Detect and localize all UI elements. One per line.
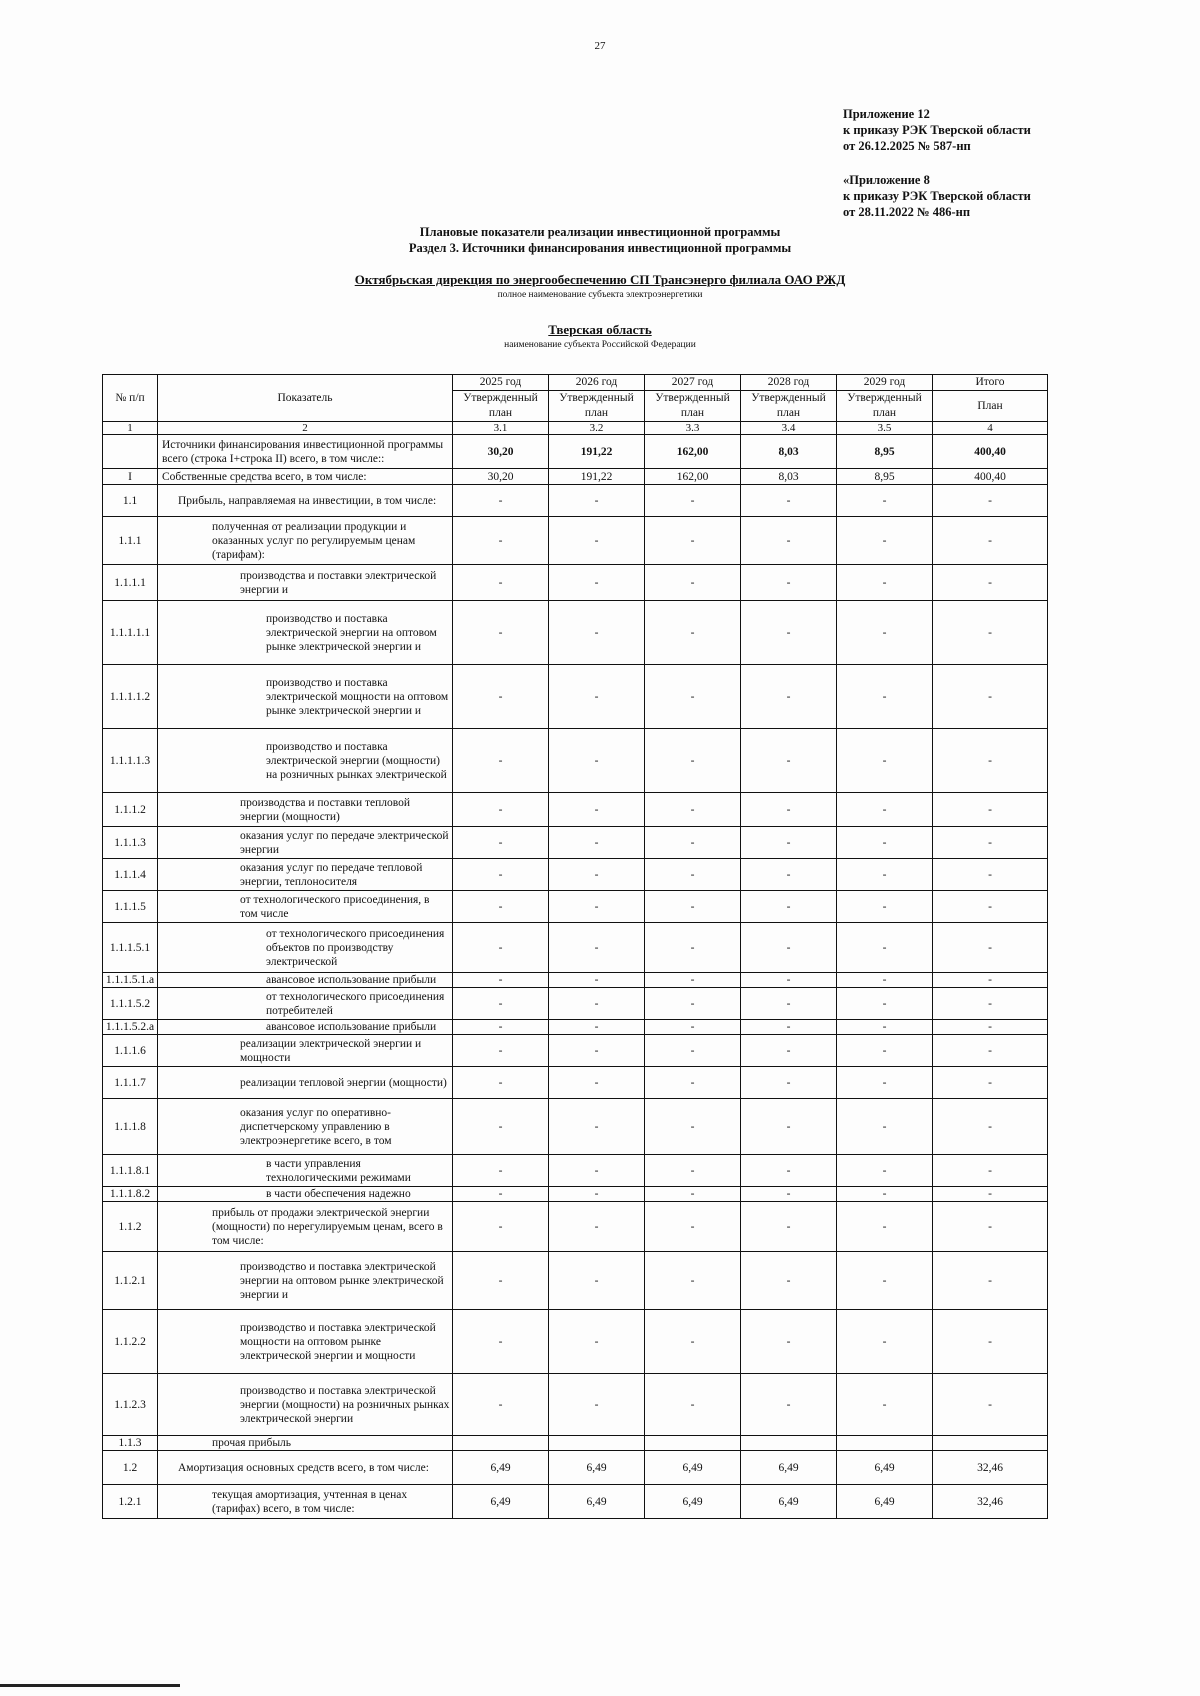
row-value: - xyxy=(933,665,1048,729)
row-value: - xyxy=(549,1374,645,1436)
row-value: - xyxy=(453,1187,549,1202)
header-year: 2027 год xyxy=(645,375,741,391)
row-value: - xyxy=(837,665,933,729)
row-value: - xyxy=(549,517,645,565)
row-value: - xyxy=(549,1252,645,1310)
row-value: - xyxy=(933,1035,1048,1067)
row-value: 8,95 xyxy=(837,435,933,469)
page-edge-line xyxy=(0,1684,180,1687)
table-row xyxy=(103,601,1048,665)
row-label: в части управления технологическими режимами xyxy=(158,1155,453,1187)
row-value: 32,46 xyxy=(933,1485,1048,1519)
row-number: 1.1.2.3 xyxy=(103,1374,158,1436)
row-value: - xyxy=(933,793,1048,827)
header-approved-plan: Утвержденный план xyxy=(453,391,549,422)
table-row xyxy=(103,469,1048,485)
row-value: - xyxy=(933,859,1048,891)
column-numbers-row xyxy=(103,422,1048,435)
row-value: - xyxy=(453,1310,549,1374)
row-number: 1.1.1.2 xyxy=(103,793,158,827)
row-value: - xyxy=(549,1035,645,1067)
row-value: - xyxy=(741,729,837,793)
row-value: 6,49 xyxy=(837,1485,933,1519)
row-value: - xyxy=(933,1310,1048,1374)
table-row xyxy=(103,923,1048,973)
row-number: 1.1.1.5.2 xyxy=(103,988,158,1020)
row-value: - xyxy=(837,859,933,891)
row-number: 1.1.1.1 xyxy=(103,565,158,601)
header-approved-plan: Утвержденный план xyxy=(549,391,645,422)
row-value: - xyxy=(645,729,741,793)
column-number: 3.1 xyxy=(453,422,549,435)
row-value: - xyxy=(453,517,549,565)
row-number: 1.1.3 xyxy=(103,1436,158,1451)
row-value: - xyxy=(549,923,645,973)
row-number: 1.1.1.1.2 xyxy=(103,665,158,729)
row-value: 8,95 xyxy=(837,469,933,485)
header-year: 2028 год xyxy=(741,375,837,391)
row-value: - xyxy=(453,485,549,517)
row-value: - xyxy=(453,793,549,827)
row-label: производства и поставки электрической энергии и xyxy=(158,565,453,601)
row-value: - xyxy=(645,1310,741,1374)
appendix-line: от 28.11.2022 № 486-нп xyxy=(843,205,971,219)
row-label: реализации тепловой энергии (мощности) xyxy=(158,1067,453,1099)
row-number: 1.1.1.5 xyxy=(103,891,158,923)
row-value: - xyxy=(837,1187,933,1202)
row-value xyxy=(453,1436,549,1451)
row-number: 1.1.1.8.2 xyxy=(103,1187,158,1202)
row-value: - xyxy=(837,923,933,973)
row-value: - xyxy=(645,827,741,859)
row-value: - xyxy=(549,1187,645,1202)
row-value: 6,49 xyxy=(453,1451,549,1485)
row-value xyxy=(549,1436,645,1451)
row-value: - xyxy=(453,1155,549,1187)
row-value: - xyxy=(645,988,741,1020)
table-row xyxy=(103,1485,1048,1519)
row-value: - xyxy=(741,1187,837,1202)
table-row xyxy=(103,891,1048,923)
row-value: - xyxy=(933,1252,1048,1310)
row-value: - xyxy=(837,1067,933,1099)
row-value: - xyxy=(741,891,837,923)
region-name: Тверская область xyxy=(548,322,652,337)
row-value: - xyxy=(741,1035,837,1067)
row-value: - xyxy=(837,973,933,988)
row-value: - xyxy=(645,1067,741,1099)
row-value: - xyxy=(549,1099,645,1155)
table-row xyxy=(103,793,1048,827)
row-value: - xyxy=(837,1020,933,1035)
row-label: прочая прибыль xyxy=(158,1436,453,1451)
column-number: 3.4 xyxy=(741,422,837,435)
row-number: 1.1.1.4 xyxy=(103,859,158,891)
row-value: - xyxy=(933,601,1048,665)
row-value: - xyxy=(549,1067,645,1099)
row-number: 1.1.2 xyxy=(103,1202,158,1252)
row-value: 6,49 xyxy=(837,1451,933,1485)
header-approved-plan: Утвержденный план xyxy=(741,391,837,422)
row-value: 6,49 xyxy=(741,1451,837,1485)
appendix-reference xyxy=(843,106,1031,154)
row-value: - xyxy=(837,517,933,565)
region-caption: наименование субъекта Российской Федерации xyxy=(504,340,696,350)
row-value: - xyxy=(837,485,933,517)
title-line: Раздел 3. Источники финансирования инвестиционной программы xyxy=(408,241,792,255)
row-value: - xyxy=(549,1202,645,1252)
row-value: 6,49 xyxy=(453,1485,549,1519)
row-value: 6,49 xyxy=(741,1485,837,1519)
row-label: полученная от реализации продукции и оказанных услуг по регулируемым ценам (тарифам): xyxy=(158,517,453,565)
row-value: - xyxy=(645,891,741,923)
row-label: оказания услуг по передаче электрической энергии xyxy=(158,827,453,859)
row-value: 162,00 xyxy=(645,469,741,485)
row-number: 1.1.1 xyxy=(103,517,158,565)
row-value: - xyxy=(741,665,837,729)
row-number: 1.1.1.5.2.a xyxy=(103,1020,158,1035)
row-value xyxy=(933,1436,1048,1451)
row-value: - xyxy=(741,1067,837,1099)
row-number: 1.1.1.1.1 xyxy=(103,601,158,665)
row-value: - xyxy=(645,1202,741,1252)
row-label: производство и поставка электрической энергии (мощности) на розничных рынках электрической xyxy=(158,729,453,793)
row-value: - xyxy=(837,1035,933,1067)
financing-sources-table xyxy=(102,374,1048,1519)
row-value: - xyxy=(933,1187,1048,1202)
row-label: авансовое использование прибыли xyxy=(158,1020,453,1035)
row-value: - xyxy=(549,793,645,827)
row-value: 8,03 xyxy=(741,469,837,485)
row-value: - xyxy=(933,1202,1048,1252)
row-label: Амортизация основных средств всего, в том числе: xyxy=(158,1451,453,1485)
row-label: производство и поставка электрической энергии на оптовом рынке электрической энергии и xyxy=(158,1252,453,1310)
row-value: - xyxy=(453,827,549,859)
row-value: - xyxy=(645,565,741,601)
header-year: 2025 год xyxy=(453,375,549,391)
row-value: - xyxy=(453,1035,549,1067)
row-value: - xyxy=(549,485,645,517)
row-number: 1.2.1 xyxy=(103,1485,158,1519)
row-label: оказания услуг по передаче тепловой энергии, теплоносителя xyxy=(158,859,453,891)
appendix-line: Приложение 12 xyxy=(843,107,930,121)
table-row xyxy=(103,565,1048,601)
row-value: - xyxy=(645,1155,741,1187)
row-value: - xyxy=(645,973,741,988)
table-row xyxy=(103,1374,1048,1436)
table-row xyxy=(103,1099,1048,1155)
row-value: - xyxy=(549,859,645,891)
previous-appendix-reference xyxy=(843,172,1031,220)
row-label: реализации электрической энергии и мощности xyxy=(158,1035,453,1067)
row-value: - xyxy=(549,565,645,601)
row-value: - xyxy=(741,1202,837,1252)
table-row xyxy=(103,729,1048,793)
row-value xyxy=(741,1436,837,1451)
row-value: - xyxy=(837,793,933,827)
header-total: Итого xyxy=(933,375,1048,391)
column-number: 3.5 xyxy=(837,422,933,435)
row-value: - xyxy=(933,1155,1048,1187)
row-value: - xyxy=(837,827,933,859)
row-number: 1.1.1.5.1.a xyxy=(103,973,158,988)
row-number: 1.1.1.5.1 xyxy=(103,923,158,973)
document-title xyxy=(0,224,1200,256)
row-label: Источники финансирования инвестиционной программы всего (строка I+строка II) всего, в том числе:: xyxy=(158,435,453,469)
row-value: - xyxy=(933,565,1048,601)
table-row xyxy=(103,859,1048,891)
row-value: - xyxy=(741,1020,837,1035)
row-value: - xyxy=(645,1099,741,1155)
row-value: 6,49 xyxy=(645,1451,741,1485)
page-number: 27 xyxy=(594,40,606,52)
row-value: - xyxy=(933,827,1048,859)
table-row xyxy=(103,1020,1048,1035)
row-value: - xyxy=(837,1310,933,1374)
row-value: - xyxy=(837,1374,933,1436)
appendix-line: к приказу РЭК Тверской области xyxy=(843,189,1031,203)
row-value: - xyxy=(453,923,549,973)
table-row xyxy=(103,435,1048,469)
table-row xyxy=(103,1155,1048,1187)
row-value: - xyxy=(645,485,741,517)
row-value: - xyxy=(933,1374,1048,1436)
row-label: производство и поставка электрической мощности на оптовом рынке электрической энергии и xyxy=(158,665,453,729)
row-number: 1.1.1.1.3 xyxy=(103,729,158,793)
row-value: 6,49 xyxy=(549,1451,645,1485)
row-value xyxy=(837,1436,933,1451)
row-value: - xyxy=(933,729,1048,793)
row-label: производство и поставка электрической энергии на оптовом рынке электрической энергии и xyxy=(158,601,453,665)
row-value: - xyxy=(549,988,645,1020)
column-number: 3.2 xyxy=(549,422,645,435)
row-value: - xyxy=(453,1374,549,1436)
header-approved-plan: Утвержденный план xyxy=(645,391,741,422)
row-value: - xyxy=(741,485,837,517)
row-value: - xyxy=(549,1310,645,1374)
row-value: - xyxy=(549,729,645,793)
row-value: - xyxy=(453,891,549,923)
row-value: - xyxy=(741,988,837,1020)
row-label: Собственные средства всего, в том числе: xyxy=(158,469,453,485)
row-value: - xyxy=(741,1252,837,1310)
row-value: - xyxy=(453,973,549,988)
row-value: - xyxy=(741,1374,837,1436)
row-value: - xyxy=(453,665,549,729)
row-value: - xyxy=(453,1252,549,1310)
header-approved-plan: Утвержденный план xyxy=(837,391,933,422)
table-row xyxy=(103,1067,1048,1099)
appendix-line: от 26.12.2025 № 587-нп xyxy=(843,139,971,153)
row-value: - xyxy=(933,988,1048,1020)
row-value: - xyxy=(933,1067,1048,1099)
column-number: 4 xyxy=(933,422,1048,435)
table-row xyxy=(103,988,1048,1020)
row-value: 191,22 xyxy=(549,435,645,469)
row-value: 6,49 xyxy=(549,1485,645,1519)
row-value: - xyxy=(645,923,741,973)
row-value: 6,49 xyxy=(645,1485,741,1519)
row-value: 30,20 xyxy=(453,469,549,485)
row-value: - xyxy=(645,793,741,827)
row-value: 400,40 xyxy=(933,469,1048,485)
row-value: - xyxy=(645,1374,741,1436)
row-value: - xyxy=(549,827,645,859)
row-label: текущая амортизация, учтенная в ценах (тарифах) всего, в том числе: xyxy=(158,1485,453,1519)
column-number: 1 xyxy=(103,422,158,435)
row-value: - xyxy=(933,1099,1048,1155)
row-label: производство и поставка электрической энергии (мощности) на розничных рынках электрической энергии xyxy=(158,1374,453,1436)
row-value: - xyxy=(645,1035,741,1067)
row-number: 1.1.1.8.1 xyxy=(103,1155,158,1187)
row-number: 1.1.2.1 xyxy=(103,1252,158,1310)
row-value: - xyxy=(549,601,645,665)
row-value: - xyxy=(837,988,933,1020)
header-number: № п/п xyxy=(103,375,158,422)
row-value: 32,46 xyxy=(933,1451,1048,1485)
row-value: - xyxy=(741,923,837,973)
row-value: - xyxy=(645,601,741,665)
row-value: - xyxy=(933,1020,1048,1035)
row-value: - xyxy=(741,827,837,859)
row-label: в части обеспечения надежно xyxy=(158,1187,453,1202)
row-value: - xyxy=(453,729,549,793)
row-number: 1.1.1.3 xyxy=(103,827,158,859)
row-value: - xyxy=(933,517,1048,565)
table-row xyxy=(103,1252,1048,1310)
table-row xyxy=(103,1187,1048,1202)
table-row xyxy=(103,665,1048,729)
row-value: - xyxy=(933,485,1048,517)
row-value: - xyxy=(453,601,549,665)
row-value: - xyxy=(837,1202,933,1252)
row-value: - xyxy=(741,973,837,988)
row-value: - xyxy=(741,565,837,601)
table-row xyxy=(103,1310,1048,1374)
row-value: - xyxy=(645,1020,741,1035)
row-number: I xyxy=(103,469,158,485)
row-value: - xyxy=(741,601,837,665)
row-value: - xyxy=(837,565,933,601)
row-value: - xyxy=(741,517,837,565)
row-number: 1.1.2.2 xyxy=(103,1310,158,1374)
row-label: прибыль от продажи электрической энергии (мощности) по нерегулируемым ценам, всего в том числе: xyxy=(158,1202,453,1252)
row-value: - xyxy=(645,665,741,729)
row-value: 30,20 xyxy=(453,435,549,469)
row-value: - xyxy=(549,1155,645,1187)
row-label: от технологического присоединения объектов по производству электрической xyxy=(158,923,453,973)
row-value: 162,00 xyxy=(645,435,741,469)
row-value: - xyxy=(453,1067,549,1099)
appendix-line: к приказу РЭК Тверской области xyxy=(843,123,1031,137)
table-row xyxy=(103,1035,1048,1067)
row-label: производство и поставка электрической мощности на оптовом рынке электрической энергии и мощности xyxy=(158,1310,453,1374)
row-value: - xyxy=(741,859,837,891)
row-value: - xyxy=(741,1099,837,1155)
row-label: авансовое использование прибыли xyxy=(158,973,453,988)
header-year: 2026 год xyxy=(549,375,645,391)
row-value: - xyxy=(837,1252,933,1310)
row-value: - xyxy=(453,1099,549,1155)
table-row xyxy=(103,1202,1048,1252)
row-value: - xyxy=(837,729,933,793)
row-value: - xyxy=(837,891,933,923)
row-number: 1.1.1.6 xyxy=(103,1035,158,1067)
row-value: - xyxy=(741,1310,837,1374)
row-value: - xyxy=(549,973,645,988)
table-row xyxy=(103,827,1048,859)
row-value: - xyxy=(741,793,837,827)
table-row xyxy=(103,517,1048,565)
table-row xyxy=(103,485,1048,517)
row-value: - xyxy=(933,891,1048,923)
row-number: 1.1 xyxy=(103,485,158,517)
organization-caption: полное наименование субъекта электроэнергетики xyxy=(497,290,703,300)
row-label: производства и поставки тепловой энергии (мощности) xyxy=(158,793,453,827)
header-indicator: Показатель xyxy=(158,375,453,422)
row-value: - xyxy=(645,517,741,565)
row-label: оказания услуг по оперативно-диспетчерскому управлению в электроэнергетике всего, в том xyxy=(158,1099,453,1155)
row-value: - xyxy=(453,859,549,891)
row-value: - xyxy=(453,565,549,601)
row-value: - xyxy=(549,665,645,729)
row-value: - xyxy=(549,1020,645,1035)
row-label: от технологического присоединения потребителей xyxy=(158,988,453,1020)
row-value: - xyxy=(645,859,741,891)
row-value: - xyxy=(645,1252,741,1310)
table-row xyxy=(103,1451,1048,1485)
row-label: Прибыль, направляемая на инвестиции, в том числе: xyxy=(158,485,453,517)
row-label: от технологического присоединения, в том числе xyxy=(158,891,453,923)
row-value: - xyxy=(453,1020,549,1035)
row-value: 191,22 xyxy=(549,469,645,485)
row-number: 1.1.1.8 xyxy=(103,1099,158,1155)
row-value: - xyxy=(549,891,645,923)
row-value: - xyxy=(837,601,933,665)
row-value: - xyxy=(837,1155,933,1187)
row-value: - xyxy=(741,1155,837,1187)
header-year: 2029 год xyxy=(837,375,933,391)
row-value: - xyxy=(645,1187,741,1202)
row-number: 1.1.1.7 xyxy=(103,1067,158,1099)
title-line: Плановые показатели реализации инвестиционной программы xyxy=(419,225,781,239)
row-value: - xyxy=(453,988,549,1020)
row-value: - xyxy=(933,973,1048,988)
row-value xyxy=(645,1436,741,1451)
table-row xyxy=(103,1436,1048,1451)
header-total-plan: План xyxy=(933,391,1048,422)
row-value: - xyxy=(933,923,1048,973)
row-value: - xyxy=(837,1099,933,1155)
table-row xyxy=(103,973,1048,988)
organization-name: Октябрьская дирекция по энергообеспечению СП Трансэнерго филиала ОАО РЖД xyxy=(354,272,846,287)
row-number: 1.2 xyxy=(103,1451,158,1485)
appendix-line: «Приложение 8 xyxy=(843,173,930,187)
row-value: 8,03 xyxy=(741,435,837,469)
row-value: - xyxy=(453,1202,549,1252)
column-number: 3.3 xyxy=(645,422,741,435)
column-number: 2 xyxy=(158,422,453,435)
row-number xyxy=(103,435,158,469)
row-value: 400,40 xyxy=(933,435,1048,469)
